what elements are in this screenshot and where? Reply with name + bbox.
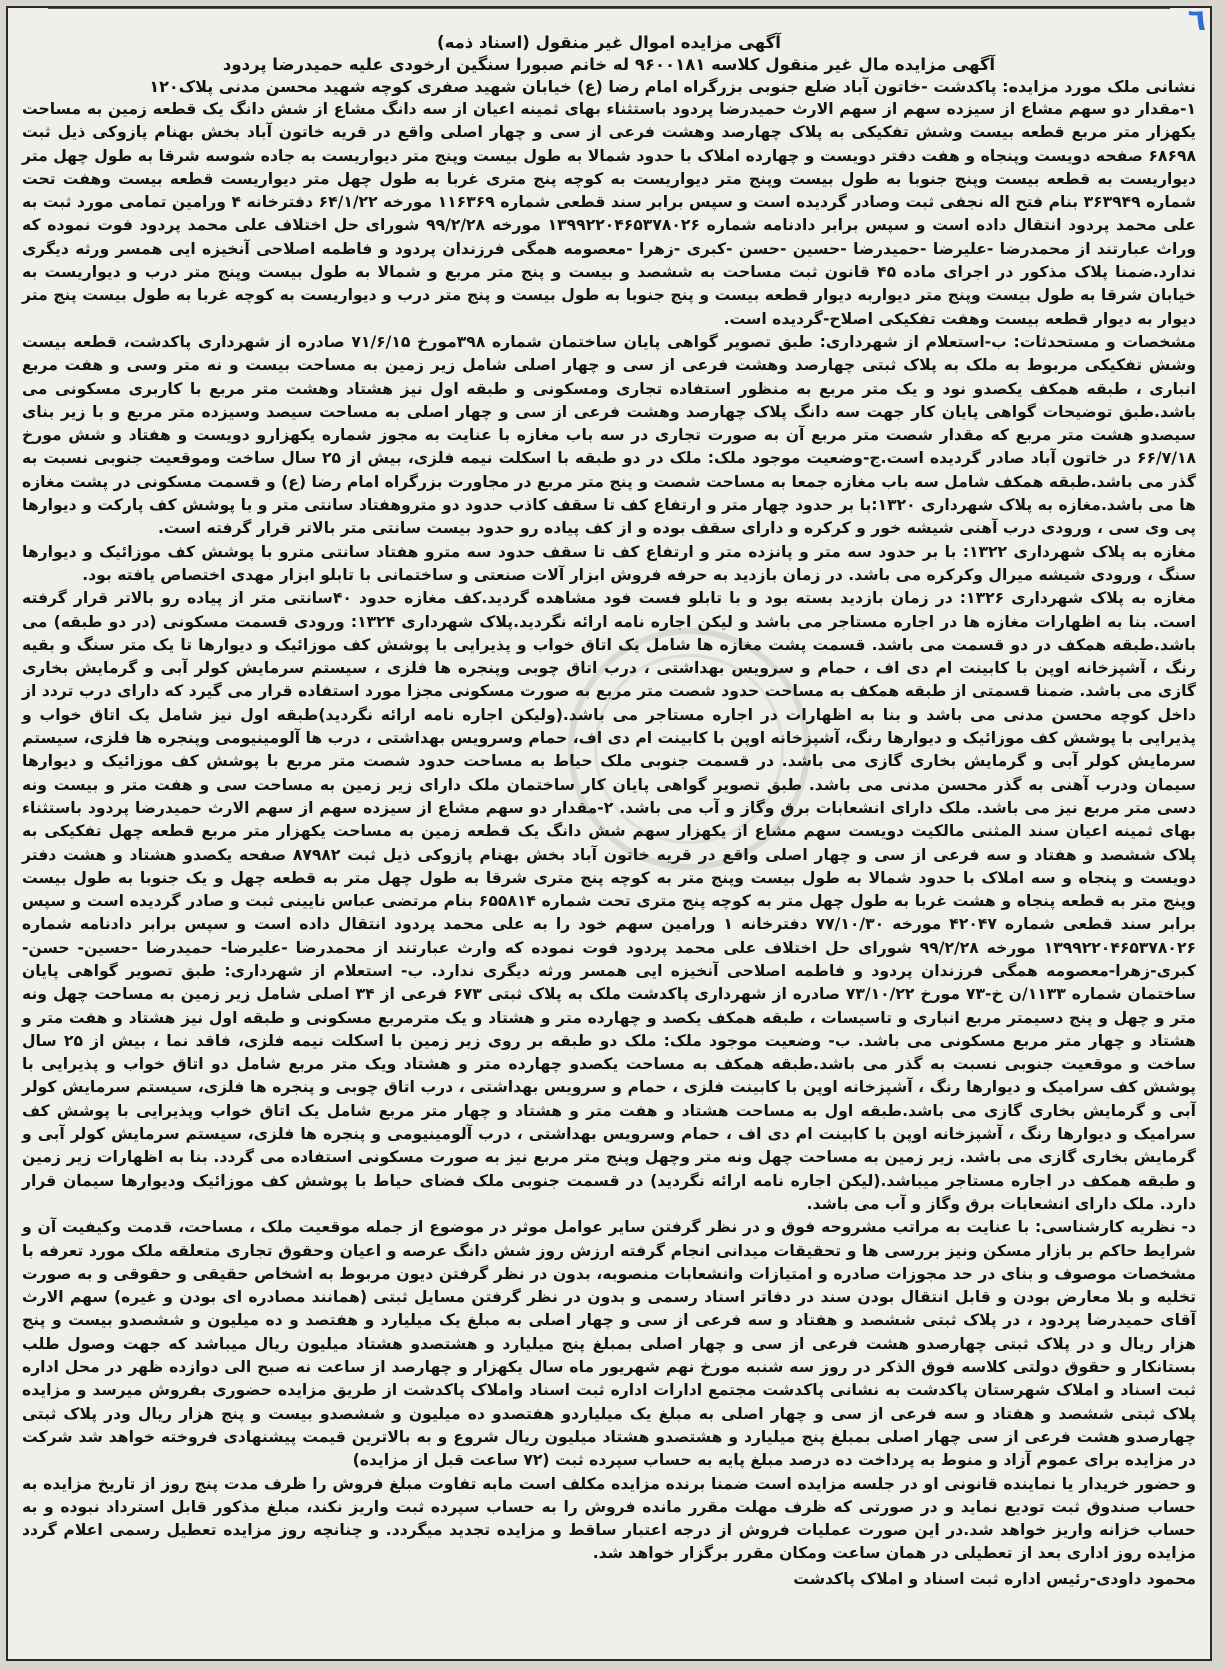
paragraph-3: مغازه به پلاک شهرداری ۱۳۲۲: با بر حدود سه متر و پانزده متر و ارتفاع کف تا سقف حدود سه مترو هفتاد سانتی مترو با پوشش کف موزائیک و دیوارها سنگ ، ورودی شیشه میرال وکرکره می باشد. در زمان بازدید به حرفه فروش ابزار آلات صنعتی و ساختمانی با تابلو ابزار مهدی اختصاص یافته بود. [22,542,1196,584]
notice-body [22,98,1196,1566]
top-rule [48,8,1170,9]
paragraph-5: د- نظریه کارشناسی: با عنایت به مراتب مشروحه فوق و در نظر گرفتن سایر عوامل موثر در موضوع از جمله موقعیت ملک ، مساحت، قدمت وکیفیت آن و شرایط حاکم بر بازار مسکن ونیز بررسی ها و تحقیقات میدانی انجام گرفته ارزش روز شش دانگ عرصه و اعیان وحقوق تجاری متعلقه ملک مورد تعرفه با مشخصات موصوف و بنای در حد مجوزات صادره و امتیازات وانشعابات منصوبه، بدون در نظر گرفتن دیون مربوط به اشخاص حقیقی و حقوقی و به صورت تخلیه و بلا معارض بودن و قابل انتقال بودن سند در دفاتر اسناد رسمی و بدون در نظر گرفتن مسایل ثبتی (همانند مصادره ای بودن و غیره) سهم الارث آقای حمیدرضا پردود ، در پلاک ثبتی ششصد و هفتاد و سه فرعی از سی و چهار اصلی به مبلغ یک میلیارد و هفتصد و ده میلیون و ششصدو بیست و پنج هزار ریال و در پلاک ثبتی چهارصدو هشت فرعی از سی و چهار اصلی بمبلغ پنج میلیارد و هشتصدو هشتاد میلیون ریال میباشد که جهت وصول طلب بستانکار و حقوق دولتی کلاسه فوق الذکر در روز سه شنبه مورخ نهم شهریور ماه سال یکهزار و چهارصد از ساعت نه صبح الی دوازده ظهر در محل اداره ثبت اسناد و املاک شهرستان پاکدشت به نشانی پاکدشت مجتمع ادارات اداره ثبت اسناد واملاک پاکدشت از طریق مزایده حضوری بفروش میرسد و مزایده پلاک ثبتی ششصد و هفتاد و سه فرعی از سی و چهار اصلی به مبلغ یک میلیاردو هفتصدو ده میلیون و ششصدو بیست و پنج هزار ریال ودر پلاک ثبتی چهارصدو هشت فرعی از سی چهار اصلی بمبلغ پنج میلیارد و هشتصدو هشتاد میلیون ریال شروع و به بالاترین قیمت پیشنهادی فروخته خواهد شد شرکت در مزایده برای عموم آزاد و منوط به پرداخت ده درصد مبلغ پایه به حساب سپرده ثبت (۷۲ ساعت قبل از مزایده) [22,1218,1196,1470]
paragraph-6: و حضور خریدار یا نماینده قانونی او در جلسه مزایده است ضمنا برنده مزایده مکلف است مابه تفاوت مبلغ فروش را ظرف مدت پنج روز از تاریخ مزایده به حساب صندوق ثبت تودیع نماید و در صورتی که ظرف مهلت مقرر مانده فروش را به حساب سپرده ثبت واریز نکند، مبلغ مذکور قابل استرداد نبوده و به حساب خزانه واریز خواهد شد.در این صورت عملیات فروش از درجه اعتبار ساقط و مزایده تجدید میگردد. و چنانچه روز مزایده تعطیل رسمی اعلام گردد مزایده روز اداری بعد از تعطیلی در همان ساعت ومکان مقرر برگزار خواهد شد. [22,1474,1196,1563]
property-address: نشانی ملک مورد مزایده: پاکدشت -خاتون آباد ضلع جنوبی بزرگراه امام رضا (ع) خیابان شهید صفری کوچه شهید محسن مدنی پلاک۱۲۰ [149,77,1196,96]
notice-title: آگهی مزایده اموال غیر منقول (اسناد ذمه) [437,33,781,52]
corner-pen-mark: ٦ [1187,6,1206,38]
auction-notice-page [6,6,1212,1661]
notice-subtitle: آگهی مزایده مال غیر منقول کلاسه ۹۶۰۰۱۸۱ له خانم صبورا سنگین ارخودی علیه حمیدرضا پردود [222,55,996,74]
paragraph-2: مشخصات و مستحدثات: ب-استعلام از شهرداری: طبق تصویر گواهی پایان ساختمان شماره ۳۹۸مورخ ۷۱/۶/۱۵ صادره از شهرداری پاکدشت، قطعه بیست وشش تفکیکی مربوط به ملک به پلاک ثبتی چهارصد وهشت فرعی از سی و چهار اصلی شامل زیر زمین به مساحت بیست و نه متر وسی و هفت مربع انباری ، طبقه همکف یکصدو نود و یک متر مربع به منظور استفاده تجاری ومسکونی و طبقه اول نیز هشتاد وهشت متر مربع با کاربری مسکونی می باشد.طبق توضیحات گواهی پایان کار جهت سه دانگ پلاک چهارصد وهشت فرعی از سی و چهار اصلی به مساحت سیصد وسیزده متر مربع و با زیر بنای سیصدو هشت متر مربع که مقدار شصت متر مربع آن به صورت تجاری در سه باب مغازه با عنایت به مجوز شماره یکهزارو دویست و هفتاد و شش مورخ ۶۶/۷/۱۸ در خاتون آباد صادر گردیده است.ج-وضعیت موجود ملک: ملک در دو طبقه با اسکلت نیمه فلزی، بیش از ۲۵ سال ساخت وموقعیت جنوبی نسبت به گذر می باشد.طبقه همکف شامل سه باب مغازه جمعا به مساحت شصت و پنج متر مربع در مجاورت بزرگراه امام رضا (ع) و قسمت مسکونی در پشت مغازه ها می باشد.مغازه به پلاک شهرداری ۱۳۲۰:با بر حدود چهار متر و ارتفاع کف تا سقف کاذب حدود دو متروهفتاد سانتی متر و با پوشش کف پارکت و دیوارها پی وی سی ، ورودی درب آهنی شیشه خور و کرکره و دارای سقف بوده و از کف پیاده رو حدود بیست سانتی متر بالاتر قرار گرفته است. [22,332,1197,538]
signature-line: محمود داودی-رئیس اداره ثبت اسناد و املاک پاکدشت [793,1569,1196,1588]
paragraph-4: مغازه به پلاک شهرداری ۱۳۲۶: در زمان بازدید بسته بود و با تابلو فست فود مشاهده گردید.کف مغازه حدود ۴۰سانتی متر از پیاده رو بالاتر قرار گرفته است. بنا به اظهارات مغازه ها در اجاره مستاجر می باشد و لیکن اجاره نامه ارائه نگردید.پلاک شهرداری ۱۳۲۴: ورودی قسمت مسکونی (در دو طبقه) می باشد.طبقه همکف در دو قسمت می باشد. قسمت پشت مغازه ها شامل یک اتاق خواب و پذیرایی با پوشش کف موزائیک و دیوارها تا یک متر سنگ و بقیه رنگ ، آشپزخانه اوپن با کابینت ام دی اف ، حمام و سرویس بهداشتی ، درب اتاق چوبی وپنجره ها فلزی ، سیستم سرمایش کولر آبی و گرمایش بخاری گازی می باشد. ضمنا قسمتی از طبقه همکف به مساحت حدود شصت متر مربع به صورت مسکونی مجزا مورد استفاده قرار می گیرد که دارای درب تردد از داخل کوچه محسن مدنی می باشد و بنا به اظهارات در اجاره مستاجر می باشد.(ولیکن اجاره نامه ارائه نگردید)طبقه اول نیز شامل یک اتاق خواب و پذیرایی با پوشش کف موزائیک و دیوارها رنگ، آشپزخانه اوپن با کابینت ام دی اف، حمام وسرویس بهداشتی ، درب ها آلومینیومی وپنجره ها فلزی، سیستم سرمایش کولر آبی و گرمایش بخاری گازی می باشد. در قسمت جنوبی ملک حیاط به مساحت حدود شصت متر مربع با پوشش کف موزائیک و دیوارها سیمان ودرب آهنی به گذر محسن مدنی می باشد. طبق تصویر گواهی پایان کار ساختمان ملک دارای زیر زمین به مساحت سی و هفت متر و بیست ونه دسی متر مربع نیز می باشد. ملک دارای انشعابات برق وگاز و آب می باشد. ۲-مقدار دو سهم مشاع از سیزده سهم از سهم الارث حمیدرضا پردود باستثناء بهای ثمینه اعیان سند المثنی مالکیت دویست سهم مشاع از یکهزار سهم شش دانگ یک قطعه زمین به مساحت یکهزار متر مربع قطعه چهل تفکیکی به پلاک ششصد و هفتاد و سه فرعی از سی و چهار اصلی واقع در قریه خاتون آباد بخش بهنام پازوکی ذیل ثبت ۸۷۹۸۲ صفحه یکصدو هشتاد و هشت دفتر دویست و پنجاه و سه املاک با حدود شمالا به طول بیست وپنج متر به کوچه پنج متری شرقا به طول چهل متر به قطعه چهل و یک جنوبا به طول بیست وپنج متر به قطعه پنجاه و هشت غربا به طول چهل متر به کوچه پنج متری تحت شماره ۶۵۵۸۱۴ بنام مرتضی عباس نایینی ثبت و صادر گردیده است و سپس برابر سند قطعی شماره ۴۲۰۴۷ مورخه ۷۷/۱۰/۳۰ دفترخانه ۱ ورامین سهم خود را به علی محمد پردود انتقال داده است و سپس برابر دادنامه شماره ۱۳۹۹۲۲۰۴۶۵۳۷۸۰۲۶ مورخه ۹۹/۲/۲۸ شورای حل اختلاف علی محمد پردود فوت نموده که وارث عبارتند از محمدرضا -علیرضا- حمیدرضا -حسین- حسن- کبری-زهرا-معصومه همگی فرزندان پردود و فاطمه اصلاحی آنخیزه ایی همسر ورثه دیگری ندارد. ب- استعلام از شهرداری: طبق تصویر گواهی پایان ساختمان شماره ۱۱۳۳/ن خ-۷۳ مورخ ۷۳/۱۰/۲۲ صادره از شهرداری پاکدشت ملک به پلاک ثبتی ۶۷۳ فرعی از ۳۴ اصلی شامل زیر زمین به مساحت چهل ونه متر و چهل و پنج دسیمتر مربع انباری و تاسیسات ، طبقه همکف یکصد و چهارده متر و هشتاد و یک مترمربع مسکونی و طبقه اول نیز هشتاد و هفت متر و هشتاد و چهار متر مربع مسکونی می باشد. ب- وضعیت موجود ملک: ملک دو طبقه بر روی زیر زمین با اسکلت نیمه فلزی، فاقد نما ، بیش از ۲۵ سال ساخت و موقعیت جنوبی نسبت به گذر می باشد.طبقه همکف به مساحت یکصدو چهارده متر و هشتاد ویک متر مربع شامل دو اتاق خواب و پذیرایی با پوشش کف سرامیک و دیوارها رنگ ، آشپزخانه اوپن با کابینت فلزی ، حمام و سرویس بهداشتی ، درب اتاق چوبی و پنجره ها فلزی، سیستم سرمایش کولر آبی و گرمایش بخاری گازی می باشد.طبقه اول به مساحت هشتاد و هفت متر و هشتاد و چهار متر مربع شامل یک اتاق خواب وپذیرایی با پوشش کف سرامیک و دیوارها رنگ ، آشپزخانه اوپن با کابینت ام دی اف ، حمام وسرویس بهداشتی ، درب آلومینیومی و پنجره ها فلزی، سیستم سرمایش کولر آبی و گرمایش بخاری گازی می باشد. زیر زمین به مساحت چهل ونه متر وچهل وپنج متر مربع نیز به صورت مسکونی استفاده می گردد. بنا به اظهارات زیر زمین و طبقه همکف در اجاره مستاجر میباشد.(لیکن اجاره نامه ارائه نگردید) در قسمت جنوبی ملک فضای حیاط با پوشش کف موزائیک ودیوارها سیمان قرار دارد. ملک دارای انشعابات برق وگاز و آب می باشد. [22,589,1197,1213]
paragraph-1: ۱-مقدار دو سهم مشاع از سیزده سهم از سهم الارث حمیدرضا پردود باستثناء بهای ثمینه اعیان از سه دانگ مشاع از شش دانگ یک قطعه زمین به مساحت یکهزار متر مربع قطعه بیست وشش تفکیکی به پلاک چهارصد وهشت فرعی از سی و چهار اصلی واقع در قریه خاتون آباد بخش بهنام پازوکی ذیل ثبت ۶۸۶۹۸ صفحه دویست وپنجاه و هفت دفتر دویست و چهارده املاک با حدود شمالا به طول بیست وپنج متر دیواریست به جاده شوسه شرقا به طول چهل متر دیواریست به قطعه بیست وپنج جنوبا به طول بیست وپنج متر دیواریست به کوچه پنج متری غربا به طول چهل متر دیواریست قطعه بیست وهفت تحت شماره ۳۶۳۹۴۹ بنام فتح اله نجفی ثبت وصادر گردیده است و سپس برابر سند قطعی شماره ۱۱۶۳۶۹ مورخه ۶۴/۱/۲۲ دفترخانه ۴ ورامین تمامی مورد ثبت به علی محمد پردود انتقال داده است و سپس برابر دادنامه شماره ۱۳۹۹۲۲۰۴۶۵۳۷۸۰۲۶ مورخه ۹۹/۲/۲۸ شورای حل اختلاف علی محمد پردود فوت نموده که وراث عبارتند از محمدرضا -علیرضا -حمیدرضا -حسین -حسن -کبری -زهرا -معصومه همگی فرزندان پردود و فاطمه اصلاحی آنخیزه ایی همسر ورثه دیگری ندارد.ضمنا پلاک مذکور در اجرای ماده ۴۵ قانون ثبت مساحت به ششصد و بیست و پنج متر مربع و شمالا به طول بیست وپنج متر درب و دیواریست به خیابان شرقا به طول بیست وپنج متر دیواربه دیوار قطعه بیست و پنج جنوبا به طول بیست و پنج متر درب و دیواریست به کوچه غربا به طول بیست پنج متر دیوار به دیوار قطعه بیست وهفت تفکیکی اصلاح-گردیده است. [22,100,1196,328]
